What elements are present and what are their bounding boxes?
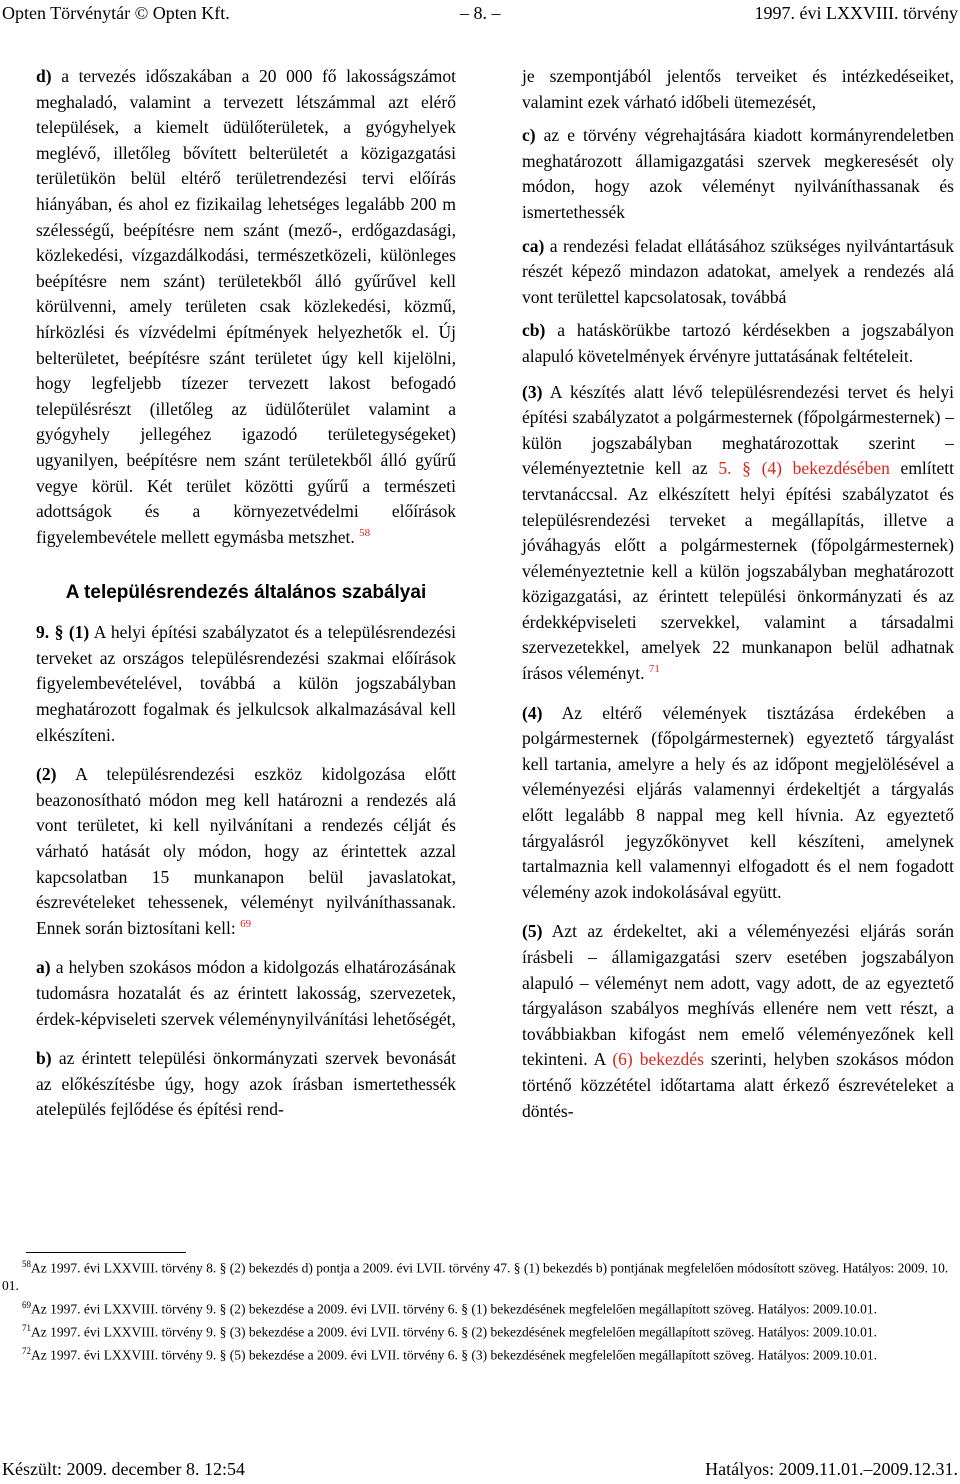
point-cb-label: cb) [522,320,546,341]
point-b-label: b) [36,1048,52,1069]
footnote-number: 69 [22,1299,31,1310]
section-9-para-1 [36,620,456,748]
point-a-text: a helyben szokásos módon a kidolgozás elhatározásának tudomásra hozatalát és az érintett lakosság, szervezetek, érdek-képviseleti szervek véleménynyilvánítási lehetőségét, [36,957,457,1029]
header-page-number: – 8. – [460,3,501,23]
footer-created: Készült: 2009. december 8. 12:54 [2,1459,245,1479]
para-4 [522,701,954,906]
footnote-text: Az 1997. évi LXXVIII. törvény 9. § (3) bekezdése a 2009. évi LVII. törvény 6. § (2) bekezdésének megfelelően megállapított szöveg. Hatályos: 2009.10.01. [31,1324,877,1339]
footnote-text: Az 1997. évi LXXVIII. törvény 8. § (2) bekezdés d) pontja a 2009. évi LVII. törvény 47. § (1) bekezdés b) pontjának megfelelően módosított szöveg. Hatályos: 2009. 10. 01. [2,1260,949,1293]
para-5-label: (5) [522,921,543,942]
footnote [2,1343,956,1364]
point-a-label: a) [36,957,51,978]
footnote-number: 72 [22,1345,31,1356]
point-c [522,123,954,225]
section-title: A településrendezés általános szabályai [65,582,427,604]
point-d-text: a tervezés időszakában a 20 000 fő lakosságszámot meghaladó, valamint a tervezett létszámmal azt elérő települések, a kiemelt üdülőterületek, a gyógyhelyek meglévő, illetőleg bővített belterületét a közigazgatási területükön belül eltérő területrendezési tervi előírás hiányában, és ahol ez fizikailag lehetséges legalább 200 m szélességű, beépítésre nem szánt (mező-, erdőgazdasági, közlekedési, vízgazdálkodási, természetközeli, különleges beépítésre nem szánt) területekből álló gyűrűvel kell körülvenni, amely területen csak közlekedési, közmű, hírközlési és vízvédelmi építmények helyezhetők el. Új belterületet, beépítésre szánt területet úgy kell kijelölni, hogy legfeljebb tízezer tervezett lakost befogadó településrészt (illetőleg az üdülőterület valamint a gyógyhely jellegéhez igazodó területegységeket) ugyanilyen, beépítésre nem szánt területekből álló gyűrű vegye körül. Két terület közötti gyűrű a természeti adottságok és a környezetvédelmi előírások figyelembevétele mellett egymásba metszhet. [36,66,457,547]
cross-reference-link[interactable]: 5. § (4) bekezdésében [718,458,890,479]
para-3-label: (3) [522,381,543,402]
point-c-label: c) [522,125,536,146]
point-ca-text: a rendezési feladat ellátásához szükséges nyilvántartásuk részét képező mindazon adatokat, amelyek a rendezés alá vont területtel kapcsolatosak, továbbá [522,235,955,307]
right-column [522,64,954,1124]
left-column [36,64,456,1123]
footnote [2,1256,956,1295]
page-footer [0,1456,960,1484]
para-5-text-a: Azt az érdekeltet, aki a véleményezési eljárás során írásbeli – államigazgatási szerv esetében jogszabályon alapuló – véleményt nem adott, vagy adott, de az egyeztető tárgyaláson szabályos meghívás ellenére nem vett részt, a továbbiakban kifogást nem emelő véleményezőnek kell tekinteni. A [522,921,954,1070]
point-d [36,64,456,550]
point-b-text: az érintett települési önkormányzati szervek bevonását az előkészítésbe úgy, hogy azok írásban ismertethessék atelepülés fejlődése és építési rend- [36,1048,457,1120]
point-c-text: az e törvény végrehajtására kiadott kormányrendeletben meghatározott államigazgatási szervek megkeresését oly módon, hogy azok véleményt nyilváníthassanak és ismertethessék [522,125,955,222]
para-1-text: A helyi építési szabályzatot és a településrendezési terveket az országos településrendezési szakmai előírások figyelembevételével, továbbá a külön jogszabályban meghatározott fogalmak és jelkulcsok alkalmazásával kell elkészíteni. [36,622,456,745]
para-3-text-b: említett tervtanáccsal. Az elkészített helyi építési szabályzatot és településrendezési terveket a megállapítás, illetve a jóváhagyás előtt a polgármesternek (főpolgármesternek) véleményeztetnie kell a külön jogszabályban meghatározott közigazgatási, az érintett települési önkormányzati és az érdekképviseleti szervekkel, valamint a társadalmi szervezetekkel, amelyek 22 munkanapon belül adhatnak írásos véleményt. [522,458,955,684]
page-header [0,0,960,30]
footnote-ref-71[interactable]: 71 [648,663,660,676]
para-5 [522,919,954,1124]
point-b [36,1046,456,1123]
footnote-text: Az 1997. évi LXXVIII. törvény 9. § (5) bekezdése a 2009. évi LVII. törvény 6. § (3) bekezdésének megfelelően megállapított szöveg. Hatályos: 2009.10.01. [31,1347,877,1362]
para-2-text: A településrendezési eszköz kidolgozása előtt beazonosítható módon meg kell határozni a rendezés alá vont területet, ki kell nyilvánítani a rendezés célját és várható hatását oly módon, hogy az érintettek azzal kapcsolatban 15 munkanapon belül javaslatokat, észrevételeket tehessenek, véleményt nyilváníthassanak. Ennek során biztosítani kell: [36,764,456,938]
footnote-ref-69[interactable]: 69 [240,917,252,930]
footnote-ref-58[interactable]: 58 [359,526,371,539]
point-ca-label: ca) [522,235,545,256]
header-law-title: 1997. évi LXXVIII. törvény [754,3,958,23]
para-1-label: (1) [68,622,90,643]
footnote [2,1297,956,1318]
footnote-divider [26,1252,186,1253]
para-2-label: (2) [36,764,57,785]
section-9-para-2 [36,762,456,941]
footnote-text: Az 1997. évi LXXVIII. törvény 9. § (2) bekezdése a 2009. évi LVII. törvény 6. § (1) bekezdésének megfelelően megállapított szöveg. Hatályos: 2009.10.01. [31,1301,877,1316]
point-a [36,955,456,1032]
para-4-text: Az eltérő vélemények tisztázása érdekében a polgármesternek (főpolgármesternek) egyeztető tárgyalást kell tartania, amelyre a hely és az időpont megjelölésével a véleményezési eljárás valamennyi érdekeltjét a tárgyalás előtt legalább 8 nappal meg kell hívnia. Az egyeztető tárgyalásról jegyzőkönyvet kell készíteni, amelynek tartalmaznia kell valamennyi elfogadott és el nem fogadott vélemény azok indokolásával együtt. [522,702,954,902]
footnotes [2,1256,956,1366]
para-4-label: (4) [522,702,543,723]
footnote-number: 58 [22,1259,31,1269]
point-b-continued: je szempontjából jelentős terveiket és intézkedéseiket, valamint ezek várható időbeli ütemezését, [522,66,954,112]
point-cb-text: a hatáskörükbe tartozó kérdésekben a jogszabályon alapuló követelmények érvényre juttatásának feltételeit. [522,320,955,366]
cross-reference-link[interactable]: (6) bekezdés [612,1049,704,1070]
footer-effective: Hatályos: 2009.11.01.–2009.12.31. [705,1459,958,1479]
header-publisher: Opten Törvénytár © Opten Kft. [2,3,230,23]
point-d-label: d) [36,66,52,86]
point-cb [522,318,954,369]
footnote [2,1320,956,1341]
section-9-number: 9. § [36,622,64,643]
para-3 [522,380,954,687]
para-5-text-b: szerinti, helyben szokásos módon történő közzététel időtartama alatt érkező észrevételeket a döntés- [522,1049,955,1121]
para-3-text-a: A készítés alatt lévő településrendezési tervet és helyi építési szabályzatot a polgármesternek (főpolgármesternek) – külön jogszabályban meghatározottak szerint – véleményeztetnie kell az [522,381,954,479]
footnote-number: 71 [22,1322,31,1333]
point-ca [522,234,954,311]
